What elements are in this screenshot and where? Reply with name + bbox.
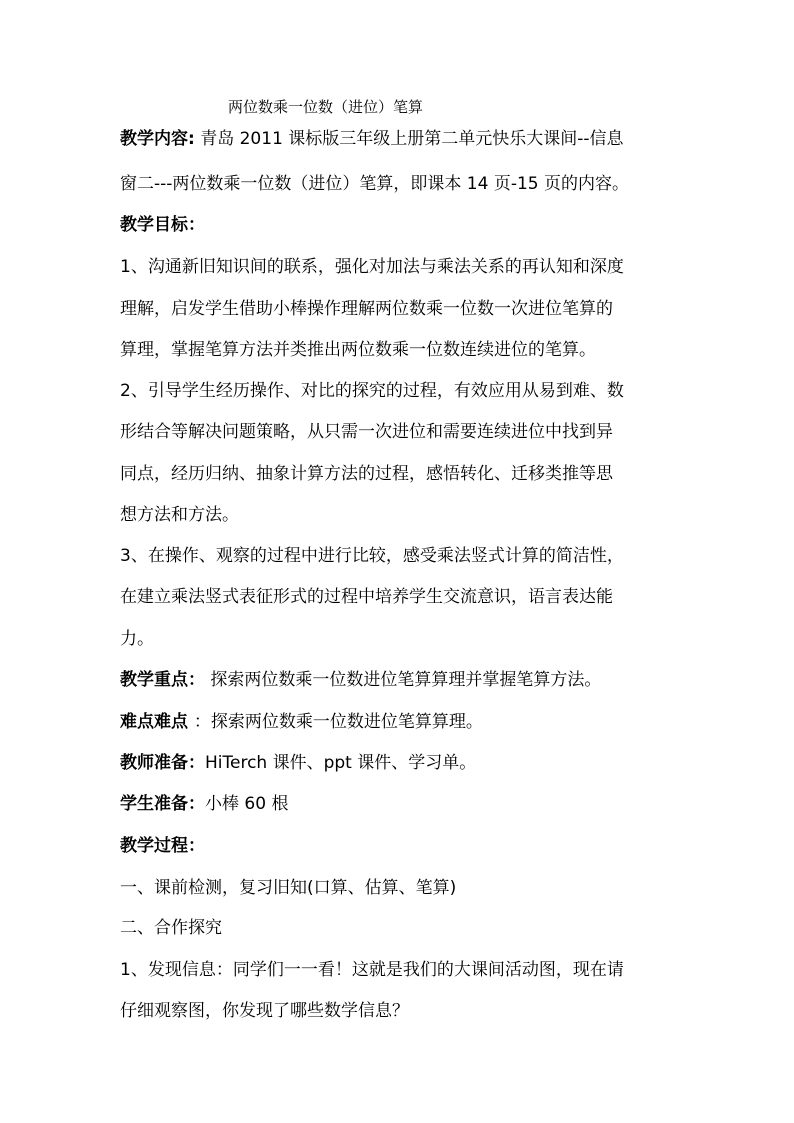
teacher-prep-text: HiTerch 课件、ppt 课件、学习单。 [205, 753, 477, 773]
teacher-prep-label: 教师准备： [120, 753, 205, 773]
goal-3-line-3: 力。 [120, 629, 154, 649]
process-step-1: 一、课前检测，复习旧知(口算、估算、笔算) [120, 878, 457, 898]
goal-3-line-2: 在建立乘法竖式表征形式的过程中培养学生交流意识，语言表达能 [120, 587, 613, 607]
process-step-2: 二、合作探究 [120, 918, 222, 938]
process-heading: 教学过程： [120, 836, 205, 856]
key-point-label: 教学重点： [120, 670, 205, 690]
goal-2-line-2: 形结合等解决问题策略，从只需一次进位和需要连续进位中找到异 [120, 422, 613, 442]
content-text-1: 青岛 2011 课标版三年级上册第二单元快乐大课间--信息 [194, 129, 624, 149]
goal-1-line-3: 算理，掌握笔算方法并类推出两位数乘一位数连续进位的笔算。 [120, 340, 596, 360]
goal-2-line-3: 同点，经历归纳、抽象计算方法的过程，感悟转化、迁移类推等思 [120, 464, 613, 484]
goal-2-line-4: 想方法和方法。 [120, 505, 239, 525]
difficult-point-text: ：探索两位数乘一位数进位笔算算理。 [193, 712, 483, 732]
goal-3-line-1: 3、在操作、观察的过程中进行比较，感受乘法竖式计算的简洁性， [120, 546, 624, 566]
document-title: 两位数乘一位数（进位）笔算 [228, 98, 424, 116]
student-prep-line [120, 792, 288, 816]
goals-heading: 教学目标： [120, 215, 205, 235]
content-text-2: 窗二---两位数乘一位数（进位）笔算，即课本 14 页-15 页的内容。 [120, 174, 630, 194]
discover-line-2: 仔细观察图，你发现了哪些数学信息？ [120, 1001, 409, 1021]
content-line-2 [120, 172, 629, 196]
key-point-text: 探索两位数乘一位数进位笔算算理并掌握笔算方法。 [205, 670, 602, 690]
goal-1-line-1: 1、沟通新旧知识间的联系，强化对加法与乘法关系的再认知和深度 [120, 257, 624, 277]
student-prep-text: 小棒 60 根 [205, 794, 289, 814]
content-label: 教学内容: [120, 129, 195, 149]
goal-1-line-2: 理解，启发学生借助小棒操作理解两位数乘一位数一次进位笔算的 [120, 299, 613, 319]
discover-line-1: 1、发现信息：同学们一一看！这就是我们的大课间活动图，现在请 [120, 960, 624, 980]
goal-2-line-1: 2、引导学生经历操作、对比的探究的过程，有效应用从易到难、数 [120, 381, 624, 401]
difficult-point-line [120, 710, 483, 734]
content-line-1 [120, 127, 624, 151]
key-point-line [120, 668, 601, 692]
student-prep-label: 学生准备： [120, 794, 205, 814]
difficult-point-label: 难点难点 [120, 712, 194, 732]
teacher-prep-line [120, 751, 476, 775]
